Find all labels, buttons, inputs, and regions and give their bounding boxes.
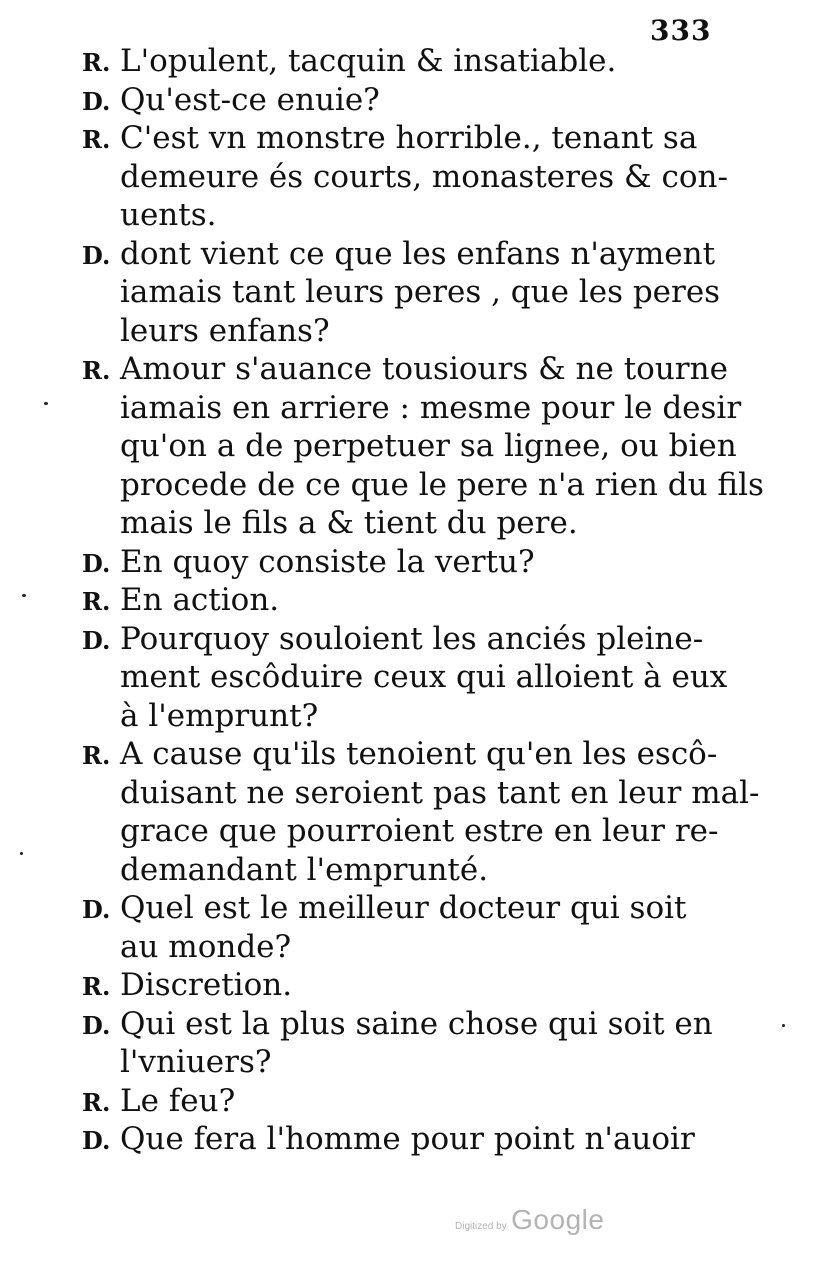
text-line [82, 812, 722, 851]
text-line [82, 235, 722, 274]
speaker-label: D. [82, 1126, 111, 1155]
speaker-label: D. [82, 1010, 111, 1040]
ink-speck [22, 594, 26, 597]
line-text: au monde? [120, 928, 292, 965]
text-line [82, 928, 722, 967]
dialogue-entry [82, 735, 760, 889]
line-text: En quoy consiste la vertu? [120, 543, 535, 580]
text-line [82, 273, 722, 312]
text-line [82, 889, 722, 928]
line-text: leurs enfans? [120, 312, 330, 349]
line-text: Le feu? [120, 1082, 236, 1119]
text-line [82, 350, 728, 389]
text-line [82, 119, 722, 158]
speaker-label: R. [82, 356, 111, 385]
text-line [82, 774, 760, 813]
text-line [82, 1043, 722, 1082]
dialogue-entry [82, 543, 722, 582]
ink-speck [20, 852, 23, 855]
text-line [82, 158, 728, 197]
dialogue-entry [82, 889, 722, 966]
speaker-label: R. [82, 1087, 111, 1117]
ink-speck [782, 1024, 785, 1027]
dialogue-entry [82, 1005, 722, 1082]
text-line [82, 581, 722, 620]
line-text: ment escôduire ceux qui alloient à eux [120, 659, 728, 695]
line-text: à l'emprunt? [120, 697, 319, 734]
line-text: iamais en arriere : mesme pour le desir [120, 389, 742, 426]
speaker-label: D. [82, 895, 111, 924]
text-line [82, 312, 722, 351]
line-text: demandant l'emprunté. [120, 851, 489, 888]
line-text: procede de ce que le pere n'a rien du fils [120, 466, 764, 503]
line-text: demeure és courts, monasteres & con- [120, 158, 728, 195]
text-line [82, 543, 722, 582]
speaker-label: R. [82, 972, 111, 1001]
line-text: C'est vn monstre horrible., tenant sa [120, 120, 698, 156]
dialogue-text [82, 42, 764, 1159]
line-text: l'vniuers? [120, 1044, 272, 1080]
line-text: dont vient ce que les enfans n'ayment [120, 235, 716, 272]
line-text: Discretion. [120, 967, 293, 1003]
line-text: Pourquoy souloient les anciés pleine- [120, 620, 704, 657]
text-line [82, 735, 722, 774]
line-text: Que fera l'homme pour point n'auoir [120, 1121, 695, 1157]
text-line [82, 620, 722, 659]
text-line [82, 697, 722, 736]
line-text: L'opulent, tacquin & insatiable. [120, 43, 617, 79]
dialogue-entry [82, 42, 722, 81]
line-text: uents. [120, 197, 217, 233]
text-line [82, 504, 722, 543]
text-line [82, 1005, 722, 1044]
dialogue-entry [82, 235, 722, 351]
text-line [82, 851, 722, 890]
speaker-label: R. [82, 125, 111, 154]
text-line [82, 466, 764, 505]
text-line [82, 1082, 722, 1121]
text-line [82, 966, 722, 1005]
line-text: mais le fils a & tient du pere. [120, 505, 578, 541]
watermark-brand: Google [511, 1204, 605, 1235]
line-text: duisant ne seroient pas tant en leur mal- [120, 774, 760, 811]
speaker-label: D. [82, 548, 111, 578]
speaker-label: R. [82, 48, 111, 77]
text-line [82, 196, 722, 235]
text-line [82, 389, 742, 428]
dialogue-entry [82, 350, 764, 543]
dialogue-entry [82, 1082, 722, 1121]
speaker-label: D. [82, 86, 111, 116]
line-text: qu'on a de perpetuer sa lignee, ou bien [120, 428, 737, 464]
dialogue-entry [82, 119, 728, 235]
speaker-label: R. [82, 741, 111, 770]
line-text: grace que pourroient estre en leur re- [120, 813, 719, 849]
speaker-label: R. [82, 587, 111, 616]
line-text: Quel est le meilleur docteur qui soit [120, 890, 687, 926]
speaker-label: D. [82, 625, 111, 655]
ink-speck [44, 402, 48, 405]
google-watermark [455, 1204, 604, 1236]
text-line [82, 427, 737, 466]
dialogue-entry [82, 966, 722, 1005]
speaker-label: D. [82, 240, 111, 270]
line-text: iamais tant leurs peres , que les peres [120, 274, 721, 310]
dialogue-entry [82, 620, 728, 736]
text-line [82, 81, 722, 120]
text-line [82, 1120, 722, 1159]
line-text: En action. [120, 582, 280, 618]
dialogue-entry [82, 581, 722, 620]
dialogue-entry [82, 1120, 722, 1159]
line-text: A cause qu'ils tenoient qu'en les escô- [120, 736, 718, 772]
text-line [82, 658, 728, 697]
watermark-prefix: Digitized by [455, 1221, 507, 1232]
page-number: 333 [650, 14, 712, 47]
line-text: Qu'est-ce enuie? [120, 81, 380, 118]
dialogue-entry [82, 81, 722, 120]
line-text: Qui est la plus saine chose qui soit en [120, 1005, 713, 1042]
text-line [82, 42, 722, 81]
line-text: Amour s'auance tousiours & ne tourne [120, 351, 728, 387]
